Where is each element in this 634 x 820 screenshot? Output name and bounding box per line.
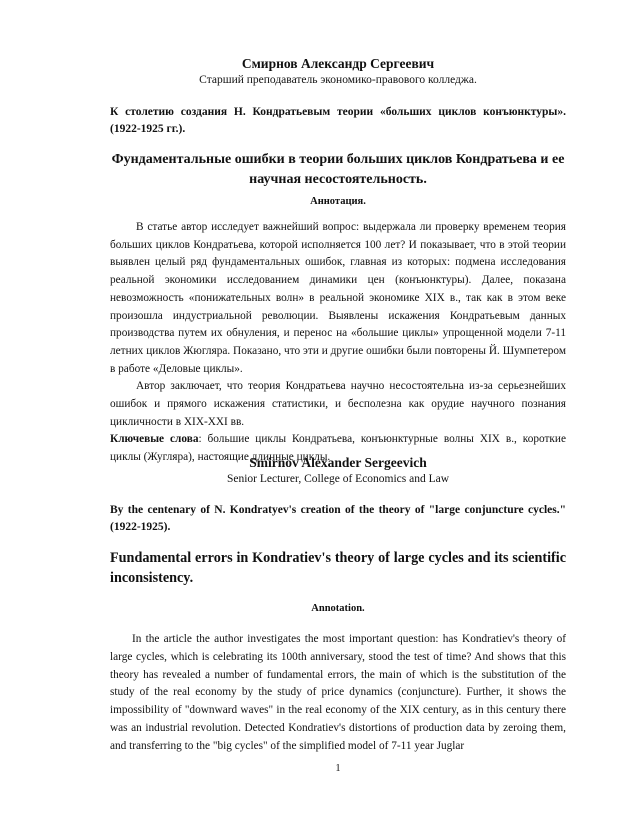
en-abstract	[110, 631, 566, 756]
ru-abstract-paragraph-2: Автор заключает, что теория Кондратьева научно несостоятельна из-за серьезнейших ошибок и прямого искажения статистики, и бесполезна как орудие научного познания цикличности в XIX-XXI вв.	[110, 380, 566, 428]
ru-abstract-paragraph-1: В статье автор исследует важнейший вопрос: выдержала ли проверку временем теория больших циклов Кондратьева, которой исполняется 100 лет? И показывает, что в этой теории выявлен целый ряд фундаментальных ошибок, главная из которых: подмена исследования реальной экономики исследованием динамики цен (конъюнктуры). Далее, показана невозможность «понижательных волн» в реальной экономике XIX в., так как в этом веке произошла индустриальной революции. Выявлены искажения Кондратьевым данных производства путем их обнуления, и перенос на «большие циклы» упрощенной модели 7-11 летних циклов Жюгляра. Показано, что эти и другие ошибки были повторены Й. Шумпетером в работе «Деловые циклы».	[110, 221, 566, 375]
ru-author-name: Смирнов Александр Сергеевич	[241, 56, 435, 71]
en-annotation-heading: Annotation.	[311, 603, 365, 614]
en-author-affiliation: Senior Lecturer, College of Economics and Law	[226, 473, 450, 485]
page-number: 1	[335, 763, 341, 774]
ru-annotation-heading: Аннотация.	[310, 196, 366, 207]
ru-author-affiliation: Старший преподаватель экономико-правового колледжа.	[199, 74, 477, 86]
ru-centenary-heading: К столетию создания Н. Кондратьевым теории «больших циклов конъюнктуры». (1922-1925 гг.).	[110, 106, 566, 135]
en-author-name: Smirnov Alexander Sergeevich	[249, 455, 427, 470]
en-abstract-paragraph-1: In the article the author investigates the most important question: has Kondratiev's theory of large cycles, which is celebrating its 100th anniversary, stood the test of time? And shows that this theory has revealed a number of fundamental errors, the main of which is the substitution of the study of the real economy by the study of price dynamics (conjuncture). Further, it shows the impossibility of "downward waves" in the real economy of the XIX century, as in this century there was an industrial revolution. Detected Kondratiev's distortions of production data by zeroing them, and transferring to the "big cycles" of the simplified model of 7-11 year Juglar	[110, 633, 566, 752]
en-centenary-heading: By the centenary of N. Kondratyev's creation of the theory of "large conjuncture cycles." (1922-1925).	[110, 504, 566, 533]
en-paper-title: Fundamental errors in Kondratiev's theory of large cycles and its scientific inconsistency.	[110, 550, 566, 586]
ru-keywords-label: Ключевые слова	[110, 433, 199, 446]
ru-keywords-text: : большие циклы Кондратьева, конъюнктурные волны XIX в., короткие циклы (Жугляра), настоящие длинные циклы.	[110, 433, 566, 464]
ru-abstract	[110, 219, 566, 467]
ru-paper-title: Фундаментальные ошибки в теории больших циклов Кондратьева и ее научная несостоятельность.	[111, 152, 565, 187]
